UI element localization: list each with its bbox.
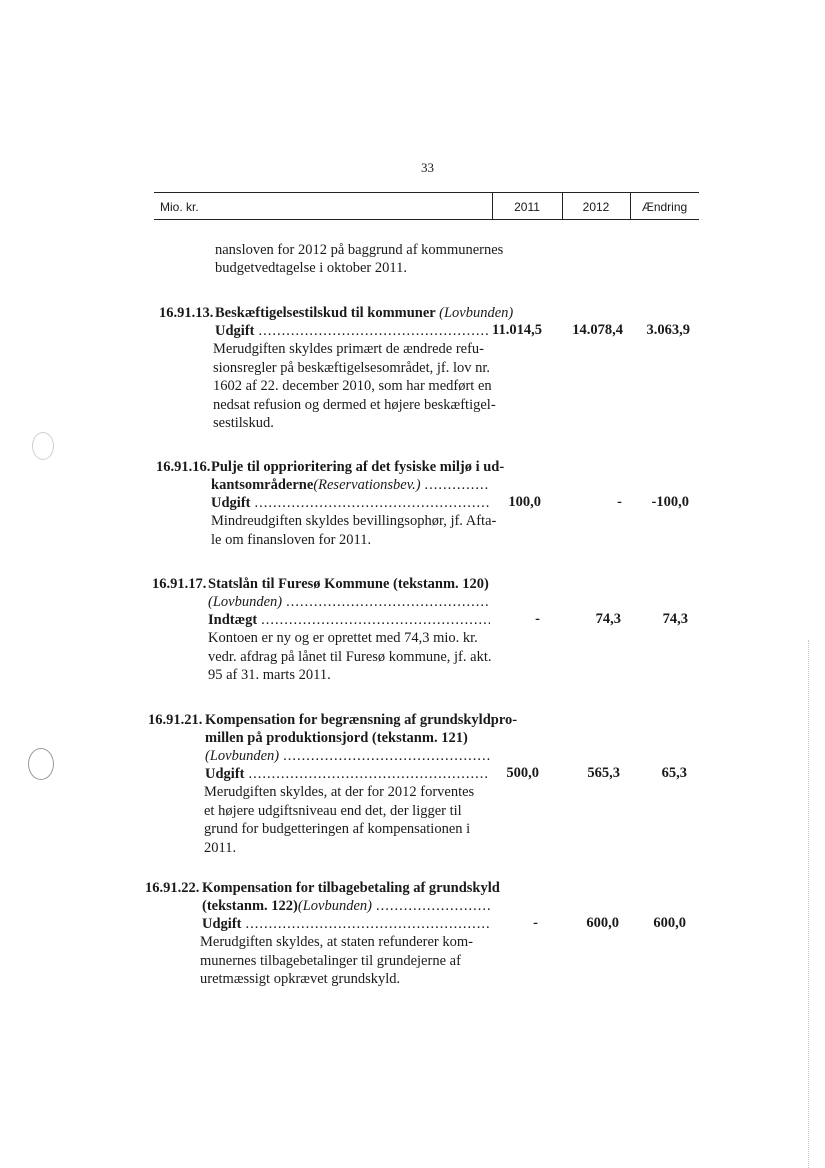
legal-basis-label: (Lovbunden) bbox=[297, 898, 372, 914]
explanation-line: uretmæssigt opkrævet grundskyld. bbox=[200, 971, 401, 987]
legal-basis-label: (Lovbunden) bbox=[439, 305, 514, 321]
intro-line: nansloven for 2012 på baggrund af kommunernes bbox=[215, 242, 504, 258]
value-2012: 74,3 bbox=[595, 611, 621, 627]
explanation-line: sestilskud. bbox=[213, 415, 274, 431]
explanation-line: grund for budgetteringen af kompensationen i bbox=[204, 821, 471, 837]
item-type-line bbox=[205, 765, 490, 783]
value-change: 3.063,9 bbox=[646, 322, 690, 338]
account-title-text: Pulje til opprioritering af det fysiske miljø i ud- bbox=[211, 459, 505, 475]
value-2012: 600,0 bbox=[586, 915, 619, 931]
account-title-text: (tekstanm. 122) bbox=[202, 898, 298, 914]
account-code: 16.91.16. bbox=[156, 459, 211, 475]
explanation-line: 95 af 31. marts 2011. bbox=[208, 667, 331, 683]
hole-punch-mark bbox=[32, 432, 54, 460]
account-title-text: Statslån til Furesø Kommune (tekstanm. 120) bbox=[208, 576, 489, 592]
value-change: 65,3 bbox=[661, 765, 687, 781]
item-type-label: Udgift bbox=[215, 323, 255, 339]
value-change: 74,3 bbox=[662, 611, 688, 627]
explanation-line: Merudgiften skyldes, at staten refunderer kom- bbox=[200, 934, 473, 950]
unit-label: Mio. kr. bbox=[160, 200, 199, 214]
explanation-line: le om finansloven for 2011. bbox=[211, 531, 372, 548]
account-title-line bbox=[202, 879, 500, 897]
page-number: 33 bbox=[421, 160, 434, 175]
account-title-line bbox=[215, 304, 513, 322]
item-type-line bbox=[202, 915, 490, 933]
legal-basis-label: (Lovbunden) bbox=[208, 594, 283, 610]
item-type-line bbox=[208, 611, 490, 629]
value-2011: - bbox=[533, 915, 538, 931]
item-type-label: Udgift bbox=[211, 495, 251, 511]
explanation-line: Mindreudgiften skyldes bevillingsophør, jf. Afta- bbox=[211, 513, 497, 529]
account-code: 16.91.21. bbox=[148, 712, 203, 728]
column-2012-header: 2012 bbox=[582, 200, 610, 214]
dot-leader bbox=[425, 476, 490, 494]
account-title-text: Kompensation for begrænsning af grundskyldpro- bbox=[205, 712, 518, 728]
explanation-line: sionsregler på beskæftigelsesområdet, jf. lov nr. bbox=[213, 359, 491, 376]
item-type-label: Indtægt bbox=[208, 612, 258, 628]
account-code: 16.91.17. bbox=[152, 576, 207, 592]
value-change: -100,0 bbox=[651, 494, 689, 510]
value-2011: 500,0 bbox=[506, 765, 539, 781]
dot-leader bbox=[283, 747, 490, 765]
account-title-line bbox=[211, 476, 490, 494]
column-change-header: Ændring bbox=[641, 200, 688, 214]
explanation-line: Merudgiften skyldes, at der for 2012 forventes bbox=[204, 784, 475, 800]
column-2011-header: 2011 bbox=[514, 200, 540, 214]
account-title-text: Beskæftigelsestilskud til kommuner bbox=[215, 305, 440, 321]
account-title-text: Kompensation for tilbagebetaling af grundskyld bbox=[202, 880, 500, 896]
hole-punch-mark bbox=[28, 748, 54, 780]
value-change: 600,0 bbox=[653, 915, 686, 931]
account-title-text: millen på produktionsjord (tekstanm. 121) bbox=[205, 730, 468, 746]
value-2012: 14.078,4 bbox=[572, 322, 623, 338]
item-type-label: Udgift bbox=[202, 916, 242, 932]
value-2012: 565,3 bbox=[587, 765, 620, 781]
account-title-text: kantsområderne bbox=[211, 477, 314, 493]
explanation-line: munernes tilbagebetalinger til grundejerne af bbox=[200, 952, 461, 969]
explanation-line: nedsat refusion og dermed et højere beskæftigel- bbox=[213, 396, 496, 413]
dot-leader bbox=[376, 897, 490, 915]
explanation-line: Merudgiften skyldes primært de ændrede refu- bbox=[213, 341, 484, 357]
explanation-line: 1602 af 22. december 2010, som har medført en bbox=[213, 378, 492, 394]
value-2011: 100,0 bbox=[508, 494, 541, 510]
value-2011: 11.014,5 bbox=[492, 322, 542, 338]
legal-basis-label: (Lovbunden) bbox=[205, 748, 280, 764]
header-bottom-rule bbox=[154, 219, 699, 220]
account-title-line bbox=[205, 711, 517, 729]
explanation-line: Kontoen er ny og er oprettet med 74,3 mio. kr. bbox=[208, 630, 478, 646]
account-title-line bbox=[211, 458, 504, 476]
scan-edge-line bbox=[808, 640, 809, 1168]
legal-basis-label: (Reservationsbev.) bbox=[313, 477, 421, 493]
account-code: 16.91.22. bbox=[145, 880, 200, 896]
value-2012: - bbox=[617, 494, 622, 510]
account-title-line bbox=[208, 593, 490, 611]
account-title-line bbox=[208, 575, 489, 593]
dot-leader bbox=[286, 593, 490, 611]
intro-line: budgetvedtagelse i oktober 2011. bbox=[215, 260, 407, 276]
item-type-line bbox=[215, 322, 490, 340]
account-code: 16.91.13. bbox=[159, 305, 214, 321]
account-title-line bbox=[205, 729, 468, 747]
account-title-line bbox=[205, 747, 490, 765]
item-type-line bbox=[211, 494, 490, 512]
explanation-line: vedr. afdrag på lånet til Furesø kommune, jf. akt. bbox=[208, 648, 492, 665]
value-2011: - bbox=[535, 611, 540, 627]
item-type-label: Udgift bbox=[205, 766, 245, 782]
account-title-line bbox=[202, 897, 490, 915]
explanation-line: 2011. bbox=[204, 839, 237, 856]
header-top-rule bbox=[154, 192, 699, 193]
explanation-line: et højere udgiftsniveau end det, der ligger til bbox=[204, 802, 462, 819]
